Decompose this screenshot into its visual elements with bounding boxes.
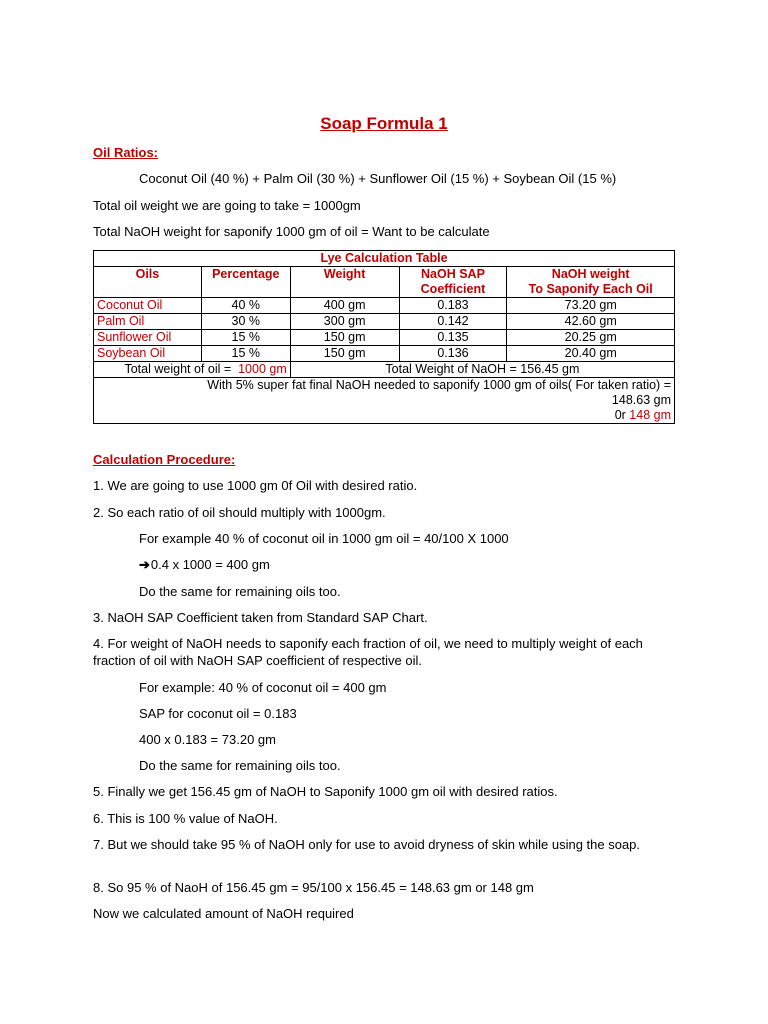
procedure-sap-coconut: SAP for coconut oil = 0.183 [139, 706, 297, 721]
procedure-step-6: 6. This is 100 % value of NaOH. [93, 811, 278, 826]
cell-percentage: 15 % [201, 330, 290, 346]
page-title: Soap Formula 1 [320, 114, 448, 133]
header-naoh-line1: NaOH weight [551, 267, 630, 281]
table-row [94, 298, 675, 314]
cell-naoh: 73.20 gm [507, 298, 675, 314]
procedure-arrow-line [139, 556, 270, 573]
cell-weight: 400 gm [290, 298, 399, 314]
header-naoh-line2: To Saponify Each Oil [528, 282, 653, 296]
table-caption-row [94, 251, 675, 267]
superfat-cell [94, 378, 675, 424]
cell-oil: Palm Oil [94, 314, 202, 330]
oil-ratios-heading: Oil Ratios: [93, 145, 159, 160]
oil-ratios-line: Coconut Oil (40 %) + Palm Oil (30 %) + Sunflower Oil (15 %) + Soybean Oil (15 %) [139, 171, 617, 186]
arrow-icon: ➔ [139, 557, 150, 572]
procedure-example-1: For example 40 % of coconut oil in 1000 gm oil = 40/100 X 1000 [139, 531, 509, 546]
procedure-step-2: 2. So each ratio of oil should multiply with 1000gm. [93, 505, 386, 520]
procedure-heading: Calculation Procedure: [93, 452, 236, 467]
procedure-conclusion: Now we calculated amount of NaOH required [93, 906, 354, 921]
procedure-step-8: 8. So 95 % of NaoH of 156.45 gm = 95/100 x 156.45 = 148.63 gm or 148 gm [93, 880, 534, 895]
table-superfat-row [94, 378, 675, 424]
cell-sap: 0.135 [399, 330, 507, 346]
cell-oil: Sunflower Oil [94, 330, 202, 346]
cell-percentage: 40 % [201, 298, 290, 314]
procedure-step-1: 1. We are going to use 1000 gm 0f Oil with desired ratio. [93, 478, 418, 493]
total-oil-label: Total weight of oil = [124, 362, 232, 376]
table-header-row [94, 267, 675, 298]
total-naoh-cell: Total Weight of NaOH = 156.45 gm [290, 362, 674, 378]
superfat-or-line [97, 408, 671, 423]
cell-weight: 150 gm [290, 346, 399, 362]
cell-oil: Coconut Oil [94, 298, 202, 314]
total-oil-line: Total oil weight we are going to take = 1000gm [93, 198, 361, 213]
procedure-example-2: For example: 40 % of coconut oil = 400 gm [139, 680, 387, 695]
cell-sap: 0.142 [399, 314, 507, 330]
procedure-same-2: Do the same for remaining oils too. [139, 758, 341, 773]
table-caption: Lye Calculation Table [94, 251, 675, 267]
cell-naoh: 20.25 gm [507, 330, 675, 346]
lye-calculation-table [93, 250, 675, 424]
procedure-same-1: Do the same for remaining oils too. [139, 584, 341, 599]
cell-weight: 300 gm [290, 314, 399, 330]
header-sap-line2: Coefficient [420, 282, 486, 296]
cell-sap: 0.136 [399, 346, 507, 362]
procedure-step-7: 7. But we should take 95 % of NaOH only for use to avoid dryness of skin while using the soap. [93, 837, 641, 852]
cell-weight: 150 gm [290, 330, 399, 346]
superfat-value: 148.63 gm [611, 393, 671, 407]
procedure-step-3: 3. NaOH SAP Coefficient taken from Standard SAP Chart. [93, 610, 428, 625]
superfat-line: With 5% super fat final NaOH needed to saponify 1000 gm of oils( For taken ratio) = [207, 378, 671, 392]
total-oil-value: 1000 gm [238, 362, 287, 376]
cell-naoh: 42.60 gm [507, 314, 675, 330]
header-naoh [507, 267, 675, 298]
procedure-step-5: 5. Finally we get 156.45 gm of NaOH to Saponify 1000 gm oil with desired ratios. [93, 784, 558, 799]
header-sap-line1: NaOH SAP [421, 267, 485, 281]
cell-sap: 0.183 [399, 298, 507, 314]
or-value: 148 gm [629, 408, 671, 422]
cell-percentage: 30 % [201, 314, 290, 330]
header-percentage: Percentage [201, 267, 290, 298]
procedure-step-4: 4. For weight of NaOH needs to saponify each fraction of oil, we need to multiply weight of each fraction of oil with NaOH SAP coefficient of respective oil. [93, 636, 643, 668]
cell-oil: Soybean Oil [94, 346, 202, 362]
total-oil-cell [94, 362, 291, 378]
or-label: 0r [614, 408, 626, 422]
table-row [94, 314, 675, 330]
table-totals-row [94, 362, 675, 378]
cell-naoh: 20.40 gm [507, 346, 675, 362]
table-row [94, 330, 675, 346]
header-sap [399, 267, 507, 298]
arrow-line-text: 0.4 x 1000 = 400 gm [150, 557, 270, 572]
table-row [94, 346, 675, 362]
total-naoh-line: Total NaOH weight for saponify 1000 gm of oil = Want to be calculate [93, 224, 490, 239]
procedure-multiply: 400 x 0.183 = 73.20 gm [139, 732, 276, 747]
header-weight: Weight [290, 267, 399, 298]
cell-percentage: 15 % [201, 346, 290, 362]
header-oils: Oils [94, 267, 202, 298]
